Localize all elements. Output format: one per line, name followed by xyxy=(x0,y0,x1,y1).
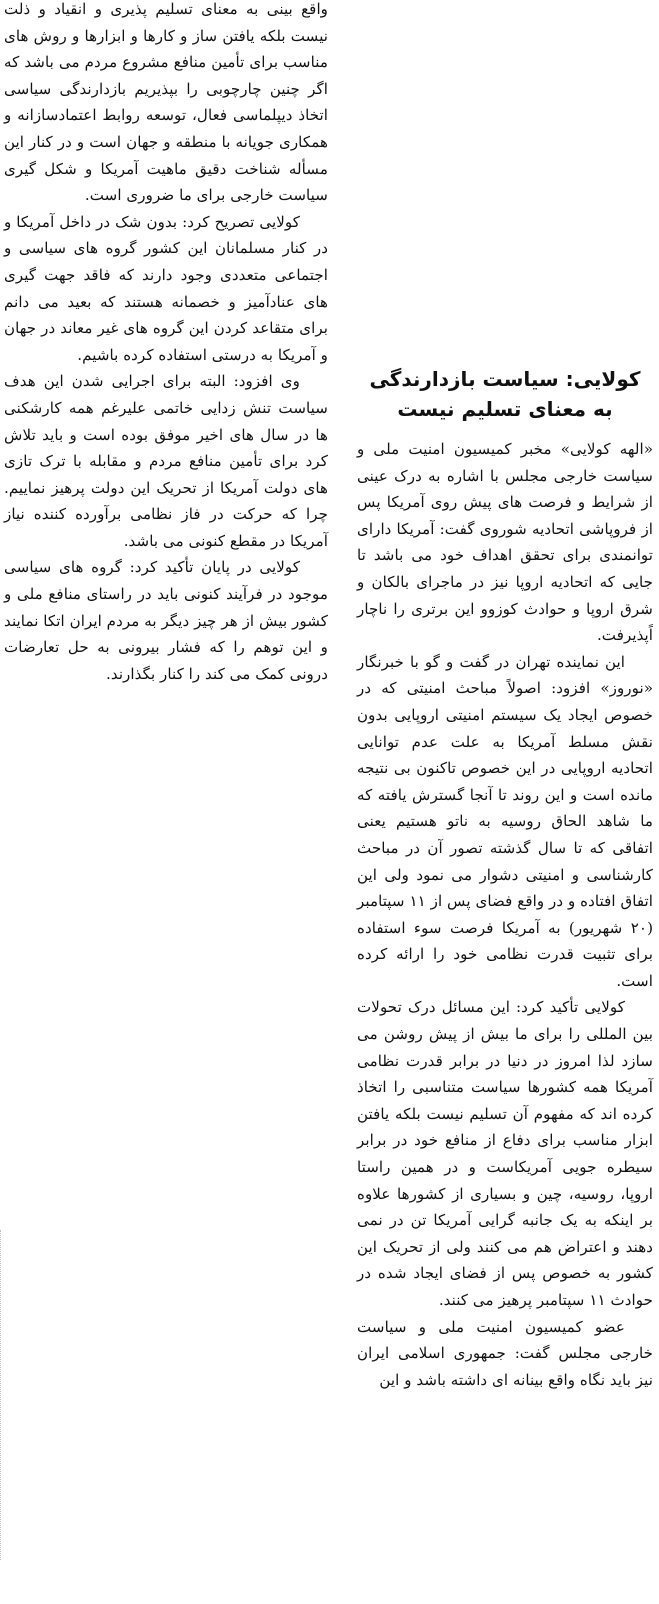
left-paragraph-4: کولایی در پایان تأکید کرد: گروه های سیاسی موجود در فرآیند کنونی باید در راستای منافع ملی و کشور بیش از هر چیز دیگر به مردم ایران اتکا نمایند و این توهم را که فشار بیرونی به حل تعارضات درونی کمک می کند را کنار بگذارند. xyxy=(4,558,328,683)
column-edge-rule xyxy=(0,1230,7,1560)
right-text-column xyxy=(357,364,653,1393)
left-paragraph-1: واقع بینی به معنای تسلیم پذیری و انقیاد و ذلت نیست بلکه یافتن ساز و کارها و ابزارها و روش های مناسب برای تأمین منافع مشروع مردم می باشد که اگر چنین چارچوبی را بپذیریم بازدارندگی سیاسی اتخاذ دیپلماسی فعال، توسعه روابط اعتمادسازانه و همکاری جویانه با منطقه و جهان است و در کنار این مسأله شناخت دقیق ماهیت آمریکا و شکل گیری سیاست خارجی برای ما ضروری است. xyxy=(4,0,328,205)
left-paragraph-2: کولایی تصریح کرد: بدون شک در داخل آمریکا و در کنار مسلمانان این کشور گروه های سیاسی و اجتماعی متعددی وجود دارند که فاقد جهت گیری های عنادآمیز و خصمانه هستند که بعید می دانم برای متقاعد کردن این گروه های غیر معاند در جهان و آمریکا به درستی استفاده کرده باشیم. xyxy=(4,212,328,364)
right-paragraph-4: عضو کمیسیون امنیت ملی و سیاست خارجی مجلس گفت: جمهوری اسلامی ایران نیز باید نگاه واقع بینانه ای داشته باشد و این xyxy=(357,1317,653,1389)
left-text-column xyxy=(4,0,328,687)
right-paragraph-1: «الهه کولایی» مخبر کمیسیون امنیت ملی و سیاست خارجی مجلس با اشاره به درک عینی از شرایط و فرصت های پیش روی آمریکا پس از فروپاشی اتحادیه شوروی گفت: آمریکا دارای توانمندی برای تحقق اهداف خود می باشد تا جایی که اتحادیه اروپا نیز در ماجرای بالکان و شرق اروپا و حوادث کوزوو این برتری را ناچار اًپذیرفت. xyxy=(357,440,653,645)
right-paragraph-2: این نماینده تهران در گفت و گو با خبرنگار «نوروز» افزود: اصولاً مباحث امنیتی که در خصوص ایجاد یک سیستم امنیتی اروپایی بدون نقش مسلط آمریکا به علت عدم توانایی اتحادیه اروپایی در این خصوص تاکنون بی نتیجه مانده است و این روند تا آنجا گسترش یافته که ما شاهد الحاق روسیه به ناتو هستیم یعنی اتفاقی که تا سال گذشته تصور آن در مباحث کارشناسی و امنیتی دشوار می نمود ولی این اتفاق افتاده و در واقع فضای پس از ۱۱ سپتامبر (۲۰ شهریور) به آمریکا فرصت سوء استفاده برای تثبیت قدرت نظامی خود را ارائه کرده است. xyxy=(357,652,653,990)
right-paragraph-3: کولایی تأکید کرد: این مسائل درک تحولات بین المللی را برای ما بیش از پیش روشن می سازد لذا امروز در دنیا در برابر قدرت نظامی آمریکا همه کشورها سیاست متناسبی را اتخاذ کرده اند که مفهوم آن تسلیم نیست بلکه یافتن ابزار مناسب برای دفاع از منافع خود در برابر سیطره جویی آمریکاست و در همین راستا اروپا، روسیه، چین و بسیاری از کشورها علاوه بر اینکه به یک جانبه گرایی آمریکا تن در نمی دهند و اعتراض هم می کنند ولی از تحریک این کشور به خصوص پس از فضای ایجاد شده در حوادث ۱۱ سپتامبر پرهیز می کنند. xyxy=(357,998,653,1309)
left-paragraph-3: وی افزود: البته برای اجرایی شدن این هدف سیاست تنش زدایی خاتمی علیرغم همه کارشکنی ها در سال های اخیر موفق بوده است و باید تلاش کرد برای تأمین منافع مردم و مقابله با ترک تازی های دولت آمریکا از تحریک این دولت پرهیز نماییم. چرا که حرکت در فاز نظامی برآورده کننده نیاز آمریکا در مقطع کنونی می باشد. xyxy=(4,372,328,550)
article-headline: کولایی: سیاست بازدارندگی به معنای تسلیم نیست xyxy=(369,367,641,421)
